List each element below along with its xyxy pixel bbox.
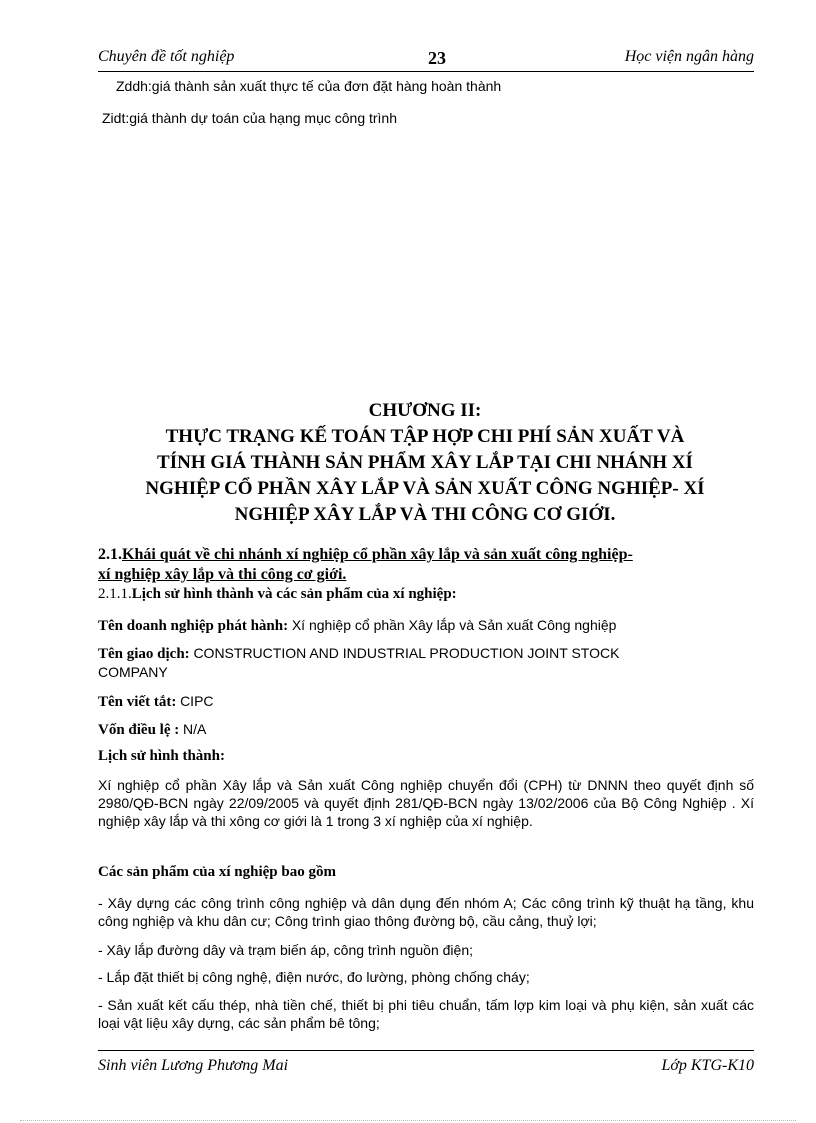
definition-zddh: Zddh:giá thành sản xuất thực tế của đơn đặt hàng hoàn thành — [116, 78, 502, 94]
page-number: 23 — [428, 48, 446, 68]
product-item: - Xây lắp đường dây và trạm biến áp, công trình nguồn điện; — [98, 942, 474, 958]
product-item: - Xây dựng các công trình công nghiệp và dân dụng đến nhóm A; Các công trình kỹ thuật hạ tầng, khu công nghiệp và khu dân cư; Công trình giao thông đường bộ, cầu cảng, thuỷ lợi; — [98, 895, 754, 929]
header-left-text: Chuyên đề tốt nghiệp — [98, 48, 235, 65]
chapter-title-line: THỰC TRẠNG KẾ TOÁN TẬP HỢP CHI PHÍ SẢN XUẤT VÀ — [165, 426, 685, 447]
chapter-title-line: NGHIỆP XÂY LẮP VÀ THI CÔNG CƠ GIỚI. — [234, 504, 616, 525]
section-title-line1: Khái quát về chi nhánh xí nghiệp cổ phần xây lắp và sản xuất công nghiệp- — [122, 546, 633, 563]
chapter-number: CHƯƠNG II: — [368, 400, 482, 421]
subsection-heading — [98, 586, 457, 603]
definition-zidt: Zidt:giá thành dự toán của hạng mục công trình — [102, 110, 398, 126]
trade-value-line1: CONSTRUCTION AND INDUSTRIAL PRODUCTION JOINT STOCK — [193, 645, 620, 661]
header-rule — [98, 71, 754, 72]
field-trade-name — [98, 644, 754, 681]
issuer-label: Tên doanh nghiệp phát hành: — [98, 618, 289, 634]
page-header — [98, 48, 754, 72]
section-number: 2.1. — [98, 546, 122, 563]
subsection-number: 2.1.1. — [98, 586, 132, 602]
page-footer — [98, 1057, 754, 1079]
capital-label: Vốn điều lệ : — [98, 722, 180, 738]
field-abbreviation — [98, 692, 754, 711]
field-issuer — [98, 616, 754, 635]
product-item: - Sản xuất kết cấu thép, nhà tiền chế, thiết bị phi tiêu chuẩn, tấm lợp kim loại và phụ kiện, sản xuất các loại vật liệu xây dựng, các sản phẩm bê tông; — [98, 997, 754, 1031]
footer-left-text: Sinh viên Lương Phương Mai — [98, 1057, 289, 1074]
chapter-heading — [90, 398, 760, 528]
trade-value-line2: COMPANY — [98, 664, 168, 680]
issuer-value: Xí nghiệp cổ phần Xây lắp và Sản xuất Công nghiệp — [291, 617, 617, 633]
abbr-value: CIPC — [180, 693, 214, 709]
header-right-text: Học viện ngân hàng — [624, 48, 754, 65]
abbr-label: Tên viết tắt: — [98, 694, 177, 710]
history-paragraph: Xí nghiệp cổ phần Xây lắp và Sản xuất Công nghiệp chuyển đổi (CPH) từ DNNN theo quyết định số 2980/QĐ-BCN ngày 22/09/2005 và quyết định 281/QĐ-BCN ngày 13/02/2006 của Bộ Công Nghiệp . Xí nghiệp xây lắp và thi xông cơ giới là 1 trong 3 xí nghiệp của xí nghiệp. — [98, 777, 754, 829]
chapter-title-line: NGHIỆP CỔ PHẦN XÂY LẮP VÀ SẢN XUẤT CÔNG NGHIỆP- XÍ — [145, 478, 705, 499]
footer-rule — [98, 1050, 754, 1051]
section-title-line2: xí nghiệp xây lắp và thi công cơ giới. — [98, 566, 347, 583]
chapter-title-line: TÍNH GIÁ THÀNH SẢN PHẨM XÂY LẮP TẠI CHI NHÁNH XÍ — [157, 452, 693, 473]
trade-label: Tên giao dịch: — [98, 646, 190, 662]
footer-right-text: Lớp KTG-K10 — [661, 1057, 754, 1074]
page-edge-divider — [20, 1120, 796, 1121]
subsection-title: Lịch sử hình thành và các sản phẩm của xí nghiệp: — [131, 586, 457, 602]
product-item: - Lắp đặt thiết bị công nghệ, điện nước, đo lường, phòng chống cháy; — [98, 969, 530, 985]
products-label: Các sản phẩm của xí nghiệp bao gồm — [98, 864, 336, 880]
section-heading — [98, 545, 760, 585]
field-history — [98, 747, 754, 765]
field-capital — [98, 720, 754, 739]
history-label: Lịch sử hình thành: — [98, 748, 225, 764]
capital-value: N/A — [183, 721, 207, 737]
